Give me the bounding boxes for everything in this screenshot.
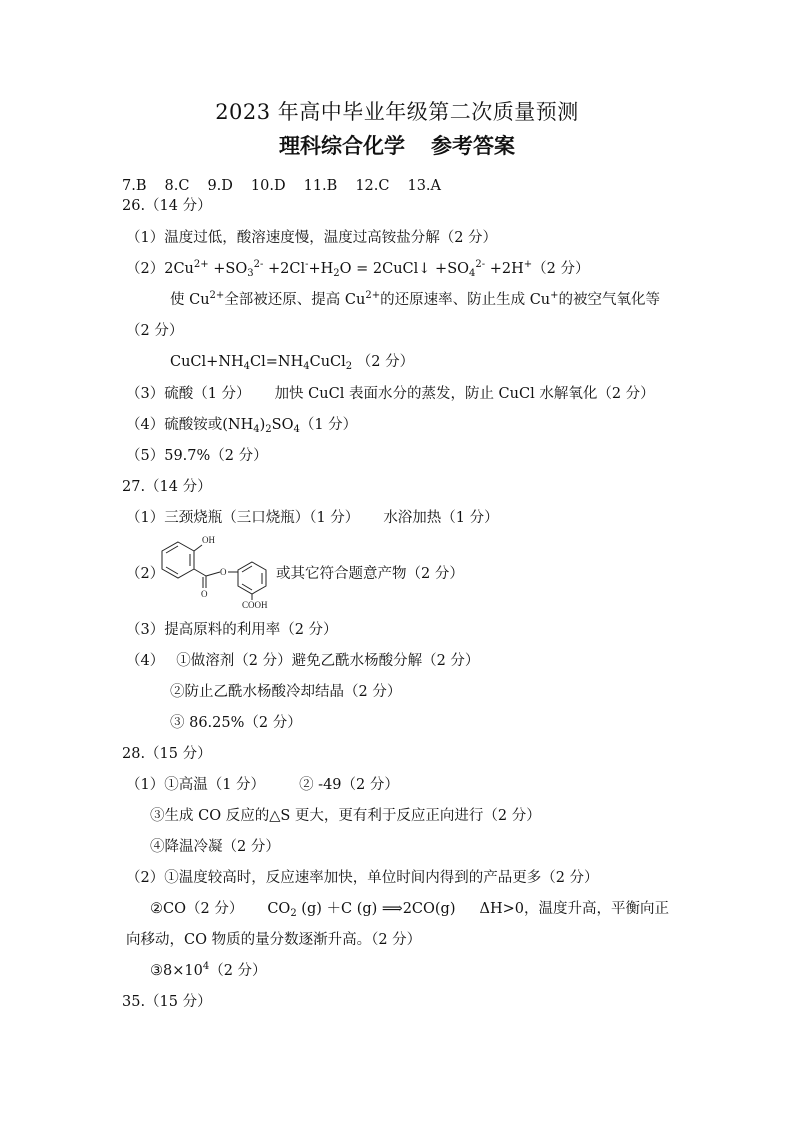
salsalate-structure [156,532,274,610]
text: 水浴加热（1 分） [383,510,499,526]
text: ②CO（2 分） [150,901,244,917]
text: （1）三颈烧瓶（三口烧瓶）（1 分） [126,510,360,526]
q28-line1 [126,775,399,795]
text: ①做溶剂（2 分）避免乙酰水杨酸分解（2 分） [176,653,480,669]
text: ③8×10 [150,963,203,979]
text: （2）2Cu [126,261,194,277]
mcq-answer: 11.B [303,178,338,194]
mcq-answer: 7.B [122,178,147,194]
q26-line8: （5）59.7%（2 分） [126,448,268,464]
text: CO [267,901,291,917]
q27-heading: 27.（14 分） [122,479,212,495]
text: CuCl+NH [170,354,244,370]
q26-line7: （4）硫酸铵或$(NH_4)_2SO_4(1$ 分） [126,417,358,435]
q28-line2: ③生成 CO 反应的△S 更大，更有利于反应正向进行（2 分） [150,808,541,824]
q28-line4: （2）①温度较高时，反应速率加快，单位时间内得到的产品更多（2 分） [126,870,599,886]
q28-line5: ②CO（2 分） $CO_2$ (g) ＋C (g) ⟹2CO(g) ΔH>0，温度升高，平衡向正 [150,901,670,919]
q35-heading: 35.（15 分） [122,994,212,1010]
q28-heading: 28.（15 分） [122,746,212,762]
q26-heading: 26.（14 分） [122,198,212,214]
mcq-answers [122,176,459,196]
q27-line6: ③ 86.25%（2 分） [170,715,302,731]
text: 的还原速率、防止生成 Cu [380,292,551,308]
q27-line5: ②防止乙酰水杨酸冷却结晶（2 分） [170,684,402,700]
page-title: 2023 年高中毕业年级第二次质量预测 [215,100,579,124]
q28-line6: 向移动，CO 物质的量分数逐渐升高。（2 分） [126,932,422,948]
text: ΔH>0，温度升高，平衡向正 [479,901,670,917]
text: ② -49（2 分） [299,777,399,793]
struct-carbonyl-o-label: O [201,589,208,599]
text: 使 Cu [170,292,210,308]
q26-line1: （1）温度过低，酸溶速度慢，温度过高铵盐分解（2 分） [126,230,498,246]
q27-line2-note: 或其它符合题意产物（2 分） [276,566,464,582]
q27-line3: （3）提高原料的利用率（2 分） [126,622,338,638]
mcq-answer: 12.C [355,178,390,194]
text: （3）硫酸（1 分） [126,386,251,402]
q26-line6 [126,384,655,404]
q26-line3: 使 $Cu^{2+}$全部被还原、提高 $Cu^{2+}$的还原速率、防止生成 Cu+的被空气氧化等 [170,290,661,308]
text: （1）①高温（1 分） [126,777,266,793]
struct-ether-o-label: O [220,567,227,577]
text: （2 分） [356,354,415,370]
text: Cl=NH [250,354,304,370]
struct-cooh-label: COOH [242,600,268,610]
text: SO [271,417,294,433]
subtitle-left: 理科综合化学 [279,133,405,158]
text: （1 分） [299,417,358,433]
page-subtitle [0,130,794,160]
q26-line2: $(2)2Cu^{2+} +SO_3^{2-} +2Cl^-+H_2O$ = 2CuCl↓ $+SO_4^{2-} +2H^+(2$ 分） [126,259,590,279]
text: CuCl [309,354,346,370]
text: （4）硫酸铵或(NH [126,417,254,433]
text: 的被空气氧化等 [558,292,661,308]
q28-line3: ④降温冷凝（2 分） [150,839,280,855]
mcq-answer: 8.C [164,178,190,194]
q27-line4 [126,651,479,671]
struct-oh-label: OH [202,535,215,545]
mcq-answer: 13.A [407,178,441,194]
q28-line7: $③8\times 10^4(2$ 分） [150,961,267,979]
mcq-answer: 9.D [207,178,233,194]
text: 全部被还原、提高 Cu [224,292,366,308]
text: （4） [126,653,165,669]
text: 加快 CuCl 表面水分的蒸发，防止 CuCl 水解氧化（2 分） [274,386,655,402]
q27-line2-label: （2） [126,566,165,582]
subtitle-right: 参考答案 [431,133,515,158]
text: （2 分） [532,261,590,277]
mcq-answer: 10.D [250,178,286,194]
q27-line1 [126,508,499,528]
q26-line4: （2 分） [126,323,184,339]
q26-line5: $CuCl+NH_4Cl=NH_4CuCl_2$ （2 分） [170,354,415,372]
text: （2 分） [209,963,267,979]
text: (g) ＋C (g) ⟹2CO(g) [301,901,456,917]
